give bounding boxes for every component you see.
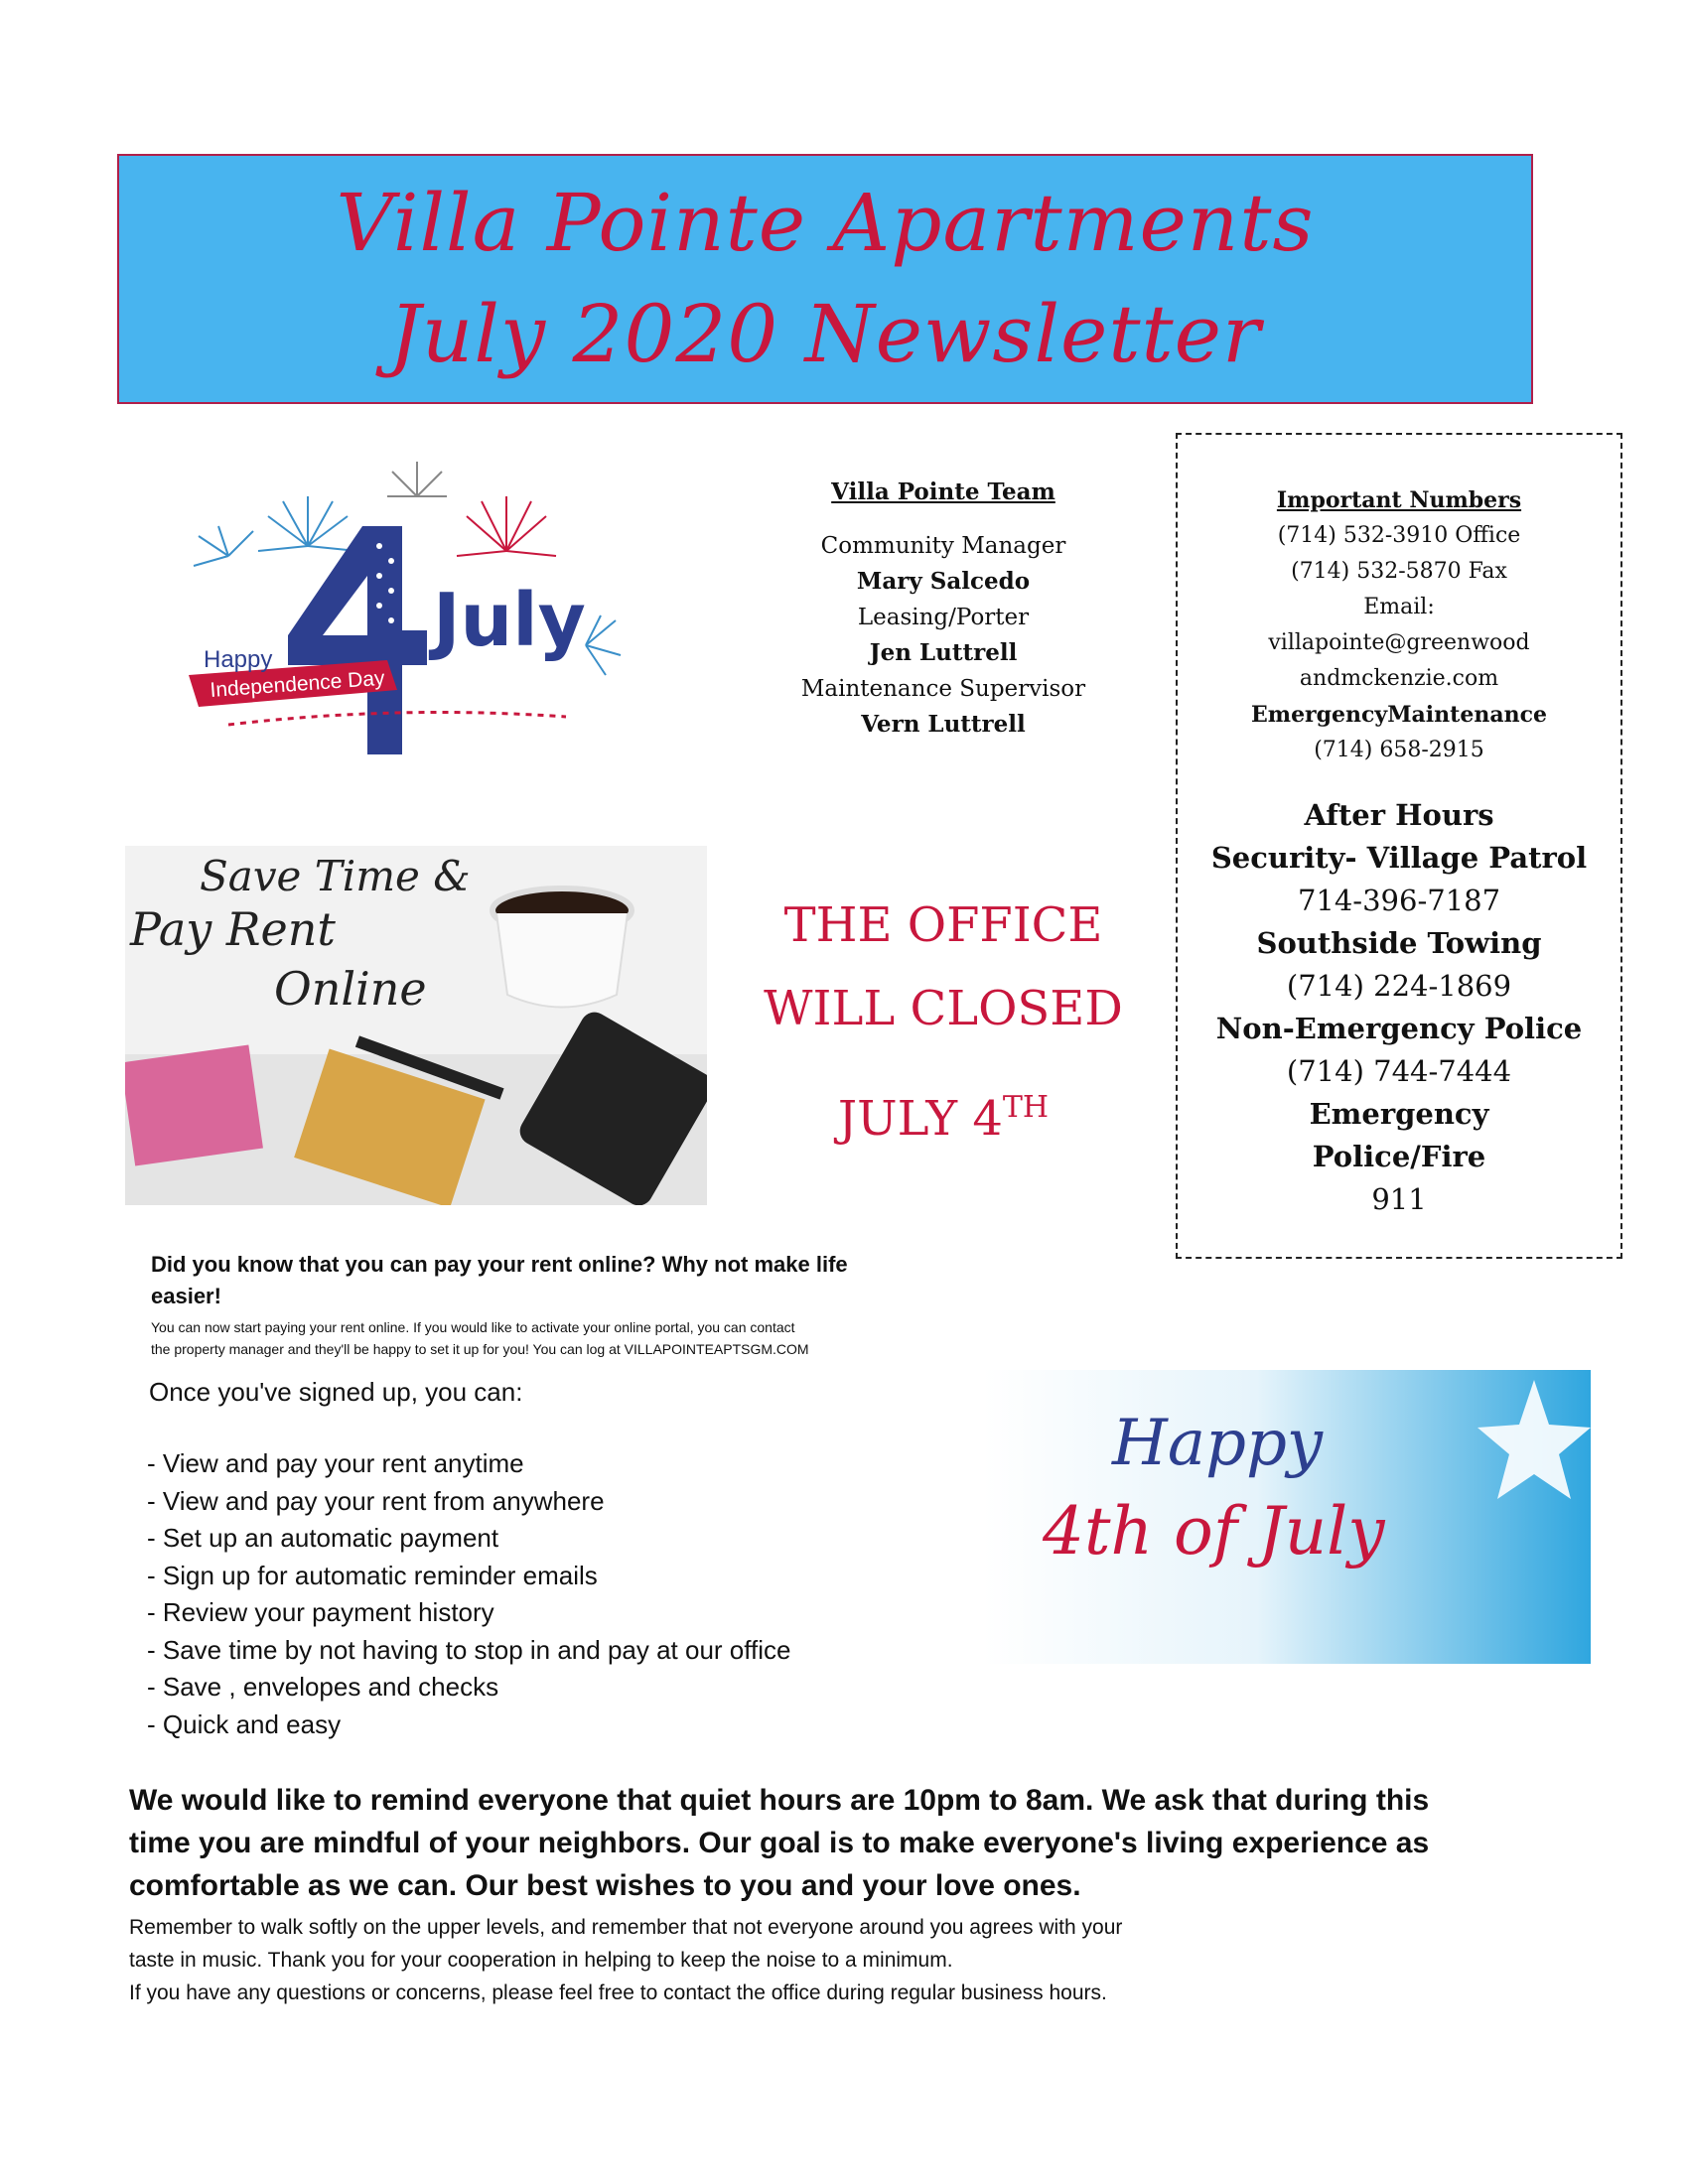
independence-text: Independence Day: [209, 666, 386, 702]
towing-label: Southside Towing: [1256, 926, 1542, 960]
towing-phone: (714) 224-1869: [1286, 969, 1512, 1003]
reminder-bold-1: We would like to remind everyone that quiet hours are 10pm to 8am. We ask that during this: [129, 1784, 1430, 1817]
non-emergency-police-label: Non-Emergency Police: [1215, 1012, 1583, 1045]
emergency-label-1: Emergency: [1309, 1097, 1489, 1131]
quiet-hours-reminder: [129, 1779, 1579, 2009]
office-phone: (714) 532-3910 Office: [1277, 523, 1521, 548]
emergency-maintenance-phone: (714) 658-2915: [1314, 738, 1484, 762]
list-item: - Set up an automatic payment: [147, 1523, 499, 1553]
numbers-heading: Important Numbers: [1276, 487, 1522, 513]
online-question-1: Did you know that you can pay your rent online? Why not make life: [151, 1252, 848, 1277]
email-label: Email:: [1363, 595, 1435, 619]
pay-rent-text: Pay Rent: [130, 902, 336, 956]
july-text: July: [433, 578, 586, 663]
happy-4th-july-graphic: [149, 457, 665, 809]
save-time-text: Save Time &: [200, 852, 471, 900]
benefits-list: [147, 1445, 965, 1743]
reminder-details: [129, 1911, 1579, 2009]
list-item: - Save time by not having to stop in and pay at our office: [147, 1634, 791, 1665]
pay-online-section: [147, 1249, 965, 1743]
online-text: Online: [274, 962, 427, 1016]
list-item: - View and pay your rent anytime: [147, 1448, 524, 1478]
pay-rent-online-graphic: [125, 846, 707, 1205]
online-info-line-2: the property manager and they'll be happy to set it up for you! You can log at VILLAPOINTEAPTSGM.COM: [151, 1341, 809, 1357]
fax-number: (714) 532-5870 Fax: [1291, 559, 1507, 584]
team-heading: Villa Pointe Team: [831, 478, 1055, 505]
happy-text: Happy: [1112, 1407, 1324, 1480]
role-leasing-porter: Leasing/Porter: [857, 605, 1030, 630]
role-community-manager: Community Manager: [820, 533, 1066, 559]
online-info: [151, 1316, 965, 1360]
title-line-2: July 2020 Newsletter: [388, 288, 1262, 380]
non-emergency-police-phone: (714) 744-7444: [1286, 1054, 1512, 1088]
email-address-part-1: villapointe@greenwood: [1268, 630, 1530, 655]
four-shape: [288, 526, 427, 754]
closed-line-2: WILL CLOSED: [764, 981, 1123, 1036]
happy-text: Happy: [204, 646, 273, 673]
reminder-detail-1: Remember to walk softly on the upper levels, and remember that not everyone around you agrees with your: [129, 1916, 1123, 1939]
security-label: Security- Village Patrol: [1210, 841, 1588, 875]
closed-line-1: THE OFFICE: [783, 897, 1103, 953]
emergency-label-2: Police/Fire: [1312, 1140, 1486, 1173]
after-hours-heading: After Hours: [1304, 798, 1494, 832]
office-closed-notice: [747, 884, 1140, 1160]
reminder-detail-2: taste in music. Thank you for your cooperation in helping to keep the noise to a minimum.: [129, 1949, 953, 1972]
happy-4th-of-july-graphic: [983, 1370, 1591, 1664]
email-address-part-2: andmckenzie.com: [1299, 666, 1499, 691]
closed-line-3: [747, 1066, 1140, 1160]
name-vern-luttrell: Vern Luttrell: [861, 711, 1026, 738]
list-item: - Save , envelopes and checks: [147, 1672, 499, 1702]
title-line-1: Villa Pointe Apartments: [336, 177, 1315, 269]
security-phone: 714-396-7187: [1297, 884, 1501, 917]
name-mary-salcedo: Mary Salcedo: [856, 568, 1031, 595]
list-item: - Review your payment history: [147, 1597, 494, 1627]
reminder-detail-3: If you have any questions or concerns, please feel free to contact the office during regular business hours.: [129, 1981, 1107, 2004]
list-item: - Quick and easy: [147, 1708, 342, 1739]
list-item: - Sign up for automatic reminder emails: [147, 1560, 598, 1590]
once-signed-up: Once you've signed up, you can:: [149, 1377, 523, 1407]
emergency-maintenance-label: EmergencyMaintenance: [1251, 702, 1547, 728]
fourth-of-july-text: 4th of July: [1043, 1493, 1385, 1570]
team-section: [774, 475, 1112, 743]
important-numbers-box: [1176, 433, 1622, 1259]
role-maintenance-supervisor: Maintenance Supervisor: [800, 676, 1086, 702]
reminder-bold-2: time you are mindful of your neighbors. Our goal is to make everyone's living experience as: [129, 1827, 1430, 1859]
credit-card-icon: [125, 1044, 263, 1165]
reminder-bold-3: comfortable as we can. Our best wishes to you and your love ones.: [129, 1869, 1081, 1902]
online-info-line-1: You can now start paying your rent online. If you would like to activate your online portal, you can contact: [151, 1319, 795, 1335]
list-item: - View and pay your rent from anywhere: [147, 1485, 605, 1516]
title-banner: [117, 154, 1533, 404]
emergency-phone: 911: [1371, 1182, 1427, 1216]
closed-date: JULY 4: [837, 1091, 1003, 1147]
name-jen-luttrell: Jen Luttrell: [869, 639, 1018, 666]
closed-date-suffix: TH: [1002, 1090, 1050, 1125]
online-question-2: easier!: [151, 1284, 221, 1308]
